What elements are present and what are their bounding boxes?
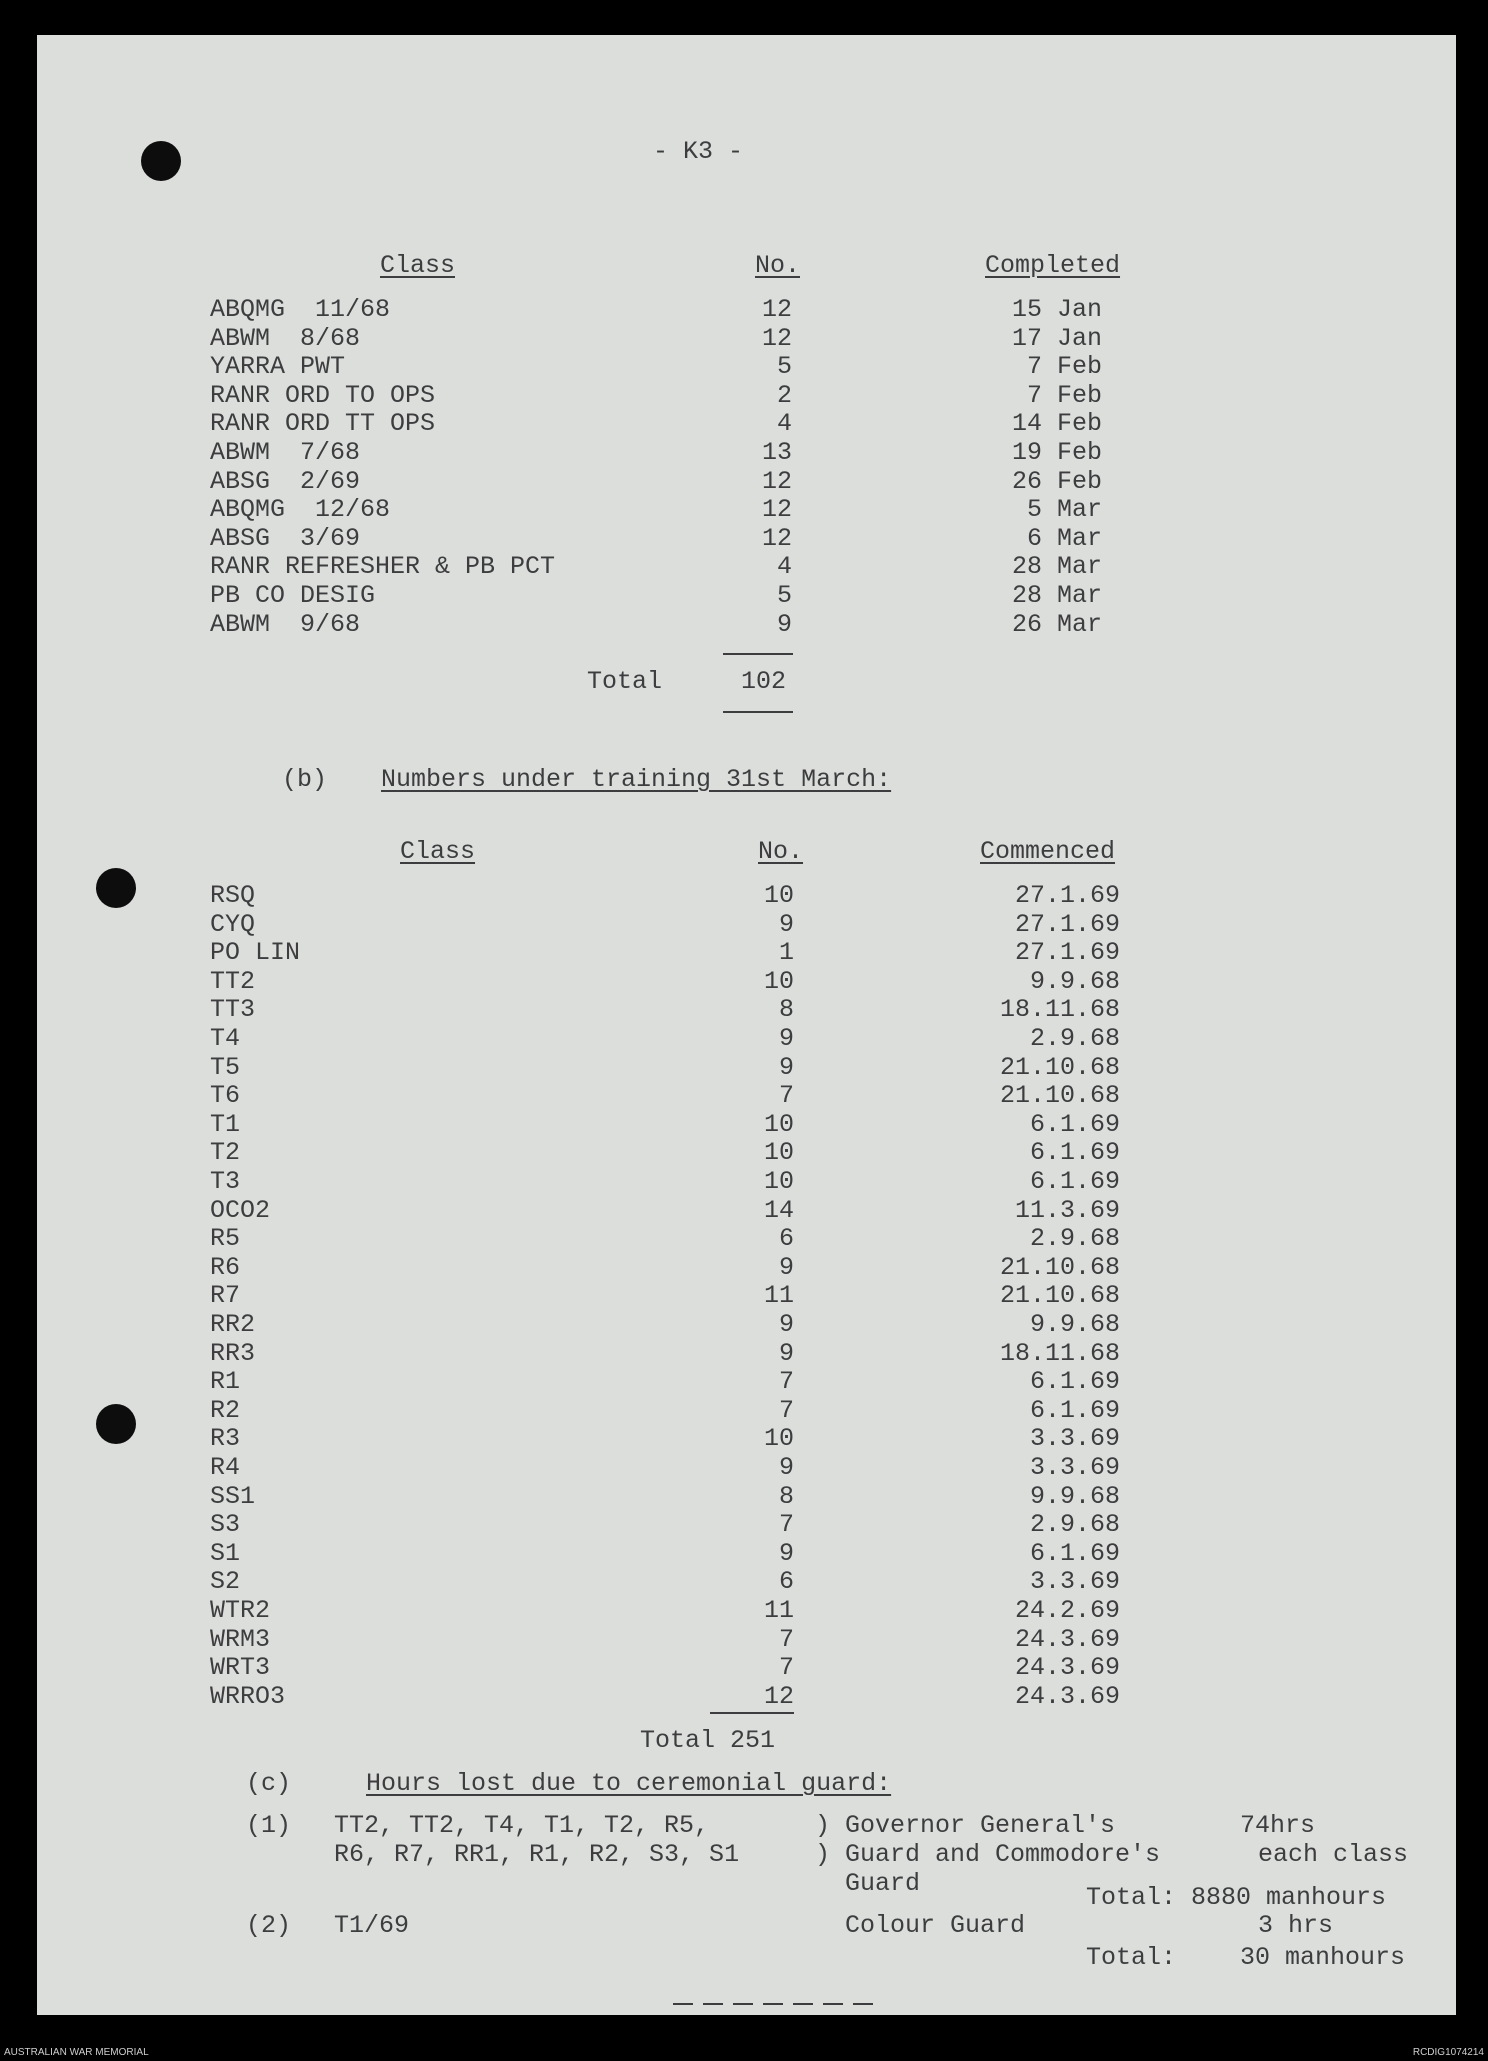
table-row-no: 6: [778, 1567, 794, 1597]
table-row-class: T2: [210, 1138, 241, 1168]
page-number: - K3 -: [653, 137, 744, 166]
item-1-bracket: ): [815, 1840, 831, 1869]
table-row-class: RANR REFRESHER & PB PCT: [210, 552, 556, 582]
table-row-no: 4: [776, 552, 792, 582]
table-row-class: RANR ORD TT OPS: [210, 409, 436, 439]
table-row-no: 8: [778, 995, 794, 1025]
total-rule-b: [710, 1712, 794, 1714]
table-row-completed: 7 Feb: [1026, 380, 1102, 410]
total-rule-bottom-a: [723, 711, 793, 713]
table-row-commenced: 3.3.69: [1029, 1424, 1120, 1454]
table-row-class: ABQMG 11/68: [210, 295, 391, 324]
item-2-hours: 3 hrs: [1258, 1911, 1334, 1940]
item-2-classes: T1/69: [334, 1911, 410, 1940]
end-dash: [823, 2003, 843, 2005]
table-row-class: R4: [210, 1453, 241, 1482]
table-row-no: 9: [776, 609, 792, 639]
table-row-class: T5: [210, 1052, 241, 1082]
table-row-commenced: 6.1.69: [1029, 1167, 1120, 1196]
table-row-no: 10: [763, 1109, 794, 1139]
table-row-class: RSQ: [210, 881, 256, 910]
table-row-class: R1: [210, 1367, 241, 1397]
table-row-no: 9: [778, 1252, 794, 1282]
table-row-commenced: 21.10.68: [999, 1052, 1120, 1082]
table-row-completed: 6 Mar: [1026, 523, 1102, 553]
table-row-class: S1: [210, 1538, 241, 1568]
table-row-class: RANR ORD TO OPS: [210, 380, 436, 410]
table-row-commenced: 27.1.69: [1014, 909, 1120, 939]
table-row-class: PB CO DESIG: [210, 581, 376, 610]
table-row-class: ABWM 8/68: [210, 323, 361, 353]
table-row-no: 7: [778, 1510, 794, 1540]
total-rule-top-a: [723, 653, 793, 655]
end-dash: [793, 2003, 813, 2005]
item-2-total-label: Total:: [1086, 1943, 1177, 1972]
table-row-commenced: 6.1.69: [1029, 1138, 1120, 1168]
table-row-completed: 5 Mar: [1026, 495, 1102, 525]
item-1-marker: (1): [246, 1811, 292, 1840]
item-1-desc-line2: Guard and Commodore's: [845, 1840, 1161, 1869]
end-dash: [673, 2003, 693, 2005]
table-row-class: PO LIN: [210, 938, 301, 968]
table-row-no: 12: [761, 523, 792, 553]
table-row-class: S2: [210, 1567, 241, 1597]
table-row-commenced: 2.9.68: [1029, 1510, 1120, 1540]
table-row-commenced: 9.9.68: [1029, 966, 1120, 996]
header-no-a: No.: [755, 251, 801, 280]
table-row-no: 9: [778, 1310, 794, 1339]
table-row-no: 13: [761, 438, 792, 467]
item-2-total-value: 30 manhours: [1240, 1943, 1406, 1972]
table-row-class: ABQMG 12/68: [210, 495, 391, 525]
header-class-a: Class: [380, 251, 456, 280]
total-b: Total 251: [640, 1726, 776, 1755]
table-row-completed: 26 Feb: [1011, 466, 1102, 496]
table-row-class: WRRO3: [210, 1681, 286, 1711]
table-row-no: 14: [763, 1195, 794, 1225]
table-row-no: 9: [778, 1338, 794, 1368]
table-row-class: TT3: [210, 995, 256, 1025]
table-row-no: 12: [763, 1681, 794, 1711]
table-row-no: 10: [763, 1424, 794, 1454]
table-row-class: ABSG 3/69: [210, 523, 361, 553]
punch-hole: [96, 1404, 136, 1444]
table-row-no: 2: [776, 380, 792, 410]
table-row-completed: 28 Mar: [1011, 581, 1102, 610]
table-row-no: 5: [776, 581, 792, 610]
table-row-no: 7: [778, 1081, 794, 1111]
table-row-class: R7: [210, 1281, 241, 1311]
table-row-no: 9: [778, 1052, 794, 1082]
table-row-class: RR3: [210, 1338, 256, 1368]
table-row-completed: 15 Jan: [1011, 295, 1102, 324]
section-b-title: Numbers under training 31st March:: [381, 765, 892, 794]
table-row-class: R6: [210, 1252, 241, 1282]
item-1-classes-line1: TT2, TT2, T4, T1, T2, R5,: [334, 1811, 710, 1840]
table-row-commenced: 21.10.68: [999, 1281, 1120, 1311]
punch-hole: [96, 868, 136, 908]
table-row-commenced: 6.1.69: [1029, 1395, 1120, 1425]
end-dash: [733, 2003, 753, 2005]
section-b-marker: (b): [282, 765, 328, 794]
table-row-class: CYQ: [210, 909, 256, 939]
table-row-completed: 7 Feb: [1026, 352, 1102, 382]
table-row-class: R5: [210, 1224, 241, 1254]
table-row-no: 10: [763, 1167, 794, 1196]
total-value-a: 102: [741, 667, 787, 696]
table-row-class: ABWM 9/68: [210, 609, 361, 639]
table-row-no: 7: [778, 1653, 794, 1683]
header-completed-a: Completed: [985, 251, 1121, 280]
table-row-no: 12: [761, 295, 792, 324]
table-row-no: 11: [763, 1281, 794, 1311]
table-row-no: 9: [778, 1453, 794, 1482]
item-1-hours-unit: each class: [1258, 1840, 1409, 1869]
table-row-no: 9: [778, 1538, 794, 1568]
table-row-commenced: 24.3.69: [1014, 1653, 1120, 1683]
table-row-commenced: 18.11.68: [999, 995, 1120, 1025]
table-row-commenced: 6.1.69: [1029, 1538, 1120, 1568]
header-no-b: No.: [758, 837, 804, 866]
table-row-completed: 19 Feb: [1011, 438, 1102, 467]
table-row-commenced: 11.3.69: [1014, 1195, 1120, 1225]
table-row-class: TT2: [210, 966, 256, 996]
table-row-no: 11: [763, 1596, 794, 1625]
item-1-desc-line1: Governor General's: [845, 1811, 1116, 1840]
item-2-marker: (2): [246, 1911, 292, 1940]
table-row-commenced: 6.1.69: [1029, 1109, 1120, 1139]
table-row-commenced: 24.3.69: [1014, 1624, 1120, 1654]
table-row-commenced: 21.10.68: [999, 1081, 1120, 1111]
table-row-no: 12: [761, 323, 792, 353]
table-row-commenced: 3.3.69: [1029, 1453, 1120, 1482]
table-row-commenced: 24.3.69: [1014, 1681, 1120, 1711]
table-row-class: OCO2: [210, 1195, 271, 1225]
table-row-no: 9: [778, 909, 794, 939]
section-c-title: Hours lost due to ceremonial guard:: [366, 1769, 892, 1798]
table-row-class: R3: [210, 1424, 241, 1454]
table-row-class: WRT3: [210, 1653, 271, 1683]
table-row-class: T1: [210, 1109, 241, 1139]
table-row-class: WRM3: [210, 1624, 271, 1654]
table-row-commenced: 2.9.68: [1029, 1224, 1120, 1254]
table-row-no: 6: [778, 1224, 794, 1254]
table-row-class: T3: [210, 1167, 241, 1196]
table-row-commenced: 3.3.69: [1029, 1567, 1120, 1597]
table-row-class: S3: [210, 1510, 241, 1540]
total-label-a: Total: [587, 667, 663, 696]
table-row-class: R2: [210, 1395, 241, 1425]
table-row-no: 7: [778, 1395, 794, 1425]
end-dash: [763, 2003, 783, 2005]
table-row-commenced: 27.1.69: [1014, 881, 1120, 910]
table-row-class: T6: [210, 1081, 241, 1111]
footer-right: RCDIG1074214: [1412, 2047, 1484, 2058]
table-row-commenced: 6.1.69: [1029, 1367, 1120, 1397]
table-row-no: 10: [763, 966, 794, 996]
table-row-class: T4: [210, 1024, 241, 1053]
item-1-total: Total: 8880 manhours: [1086, 1883, 1387, 1912]
item-1-hours: 74hrs: [1240, 1811, 1316, 1840]
table-row-class: WTR2: [210, 1596, 271, 1625]
table-row-no: 12: [761, 466, 792, 496]
table-row-class: ABSG 2/69: [210, 466, 361, 496]
end-dash: [703, 2003, 723, 2005]
end-dash: [853, 2003, 873, 2005]
table-row-completed: 26 Mar: [1011, 609, 1102, 639]
table-row-class: RR2: [210, 1310, 256, 1339]
table-row-commenced: 21.10.68: [999, 1252, 1120, 1282]
section-c-marker: (c): [246, 1769, 292, 1798]
table-row-class: ABWM 7/68: [210, 438, 361, 467]
item-1-classes-line2: R6, R7, RR1, R1, R2, S3, S1: [334, 1840, 740, 1869]
table-row-commenced: 24.2.69: [1014, 1596, 1120, 1625]
footer-left: AUSTRALIAN WAR MEMORIAL: [4, 2047, 149, 2058]
header-commenced-b: Commenced: [980, 837, 1116, 866]
item-2-desc: Colour Guard: [845, 1911, 1026, 1940]
table-row-commenced: 27.1.69: [1014, 938, 1120, 968]
table-row-commenced: 18.11.68: [999, 1338, 1120, 1368]
table-row-completed: 28 Mar: [1011, 552, 1102, 582]
table-row-class: SS1: [210, 1481, 256, 1511]
table-row-no: 5: [776, 352, 792, 382]
table-row-no: 8: [778, 1481, 794, 1511]
table-row-class: YARRA PWT: [210, 352, 346, 382]
table-row-no: 9: [778, 1024, 794, 1053]
table-row-no: 10: [763, 1138, 794, 1168]
header-class-b: Class: [400, 837, 476, 866]
table-row-completed: 17 Jan: [1011, 323, 1102, 353]
item-1-bracket: ): [815, 1811, 831, 1840]
table-row-no: 7: [778, 1367, 794, 1397]
table-row-commenced: 2.9.68: [1029, 1024, 1120, 1053]
table-row-no: 4: [776, 409, 792, 439]
table-row-no: 12: [761, 495, 792, 525]
item-1-desc-line3: Guard: [845, 1869, 921, 1898]
table-row-no: 1: [778, 938, 794, 968]
table-row-completed: 14 Feb: [1011, 409, 1102, 439]
table-row-commenced: 9.9.68: [1029, 1310, 1120, 1339]
table-row-no: 7: [778, 1624, 794, 1654]
punch-hole: [141, 141, 181, 181]
table-row-commenced: 9.9.68: [1029, 1481, 1120, 1511]
table-row-no: 10: [763, 881, 794, 910]
